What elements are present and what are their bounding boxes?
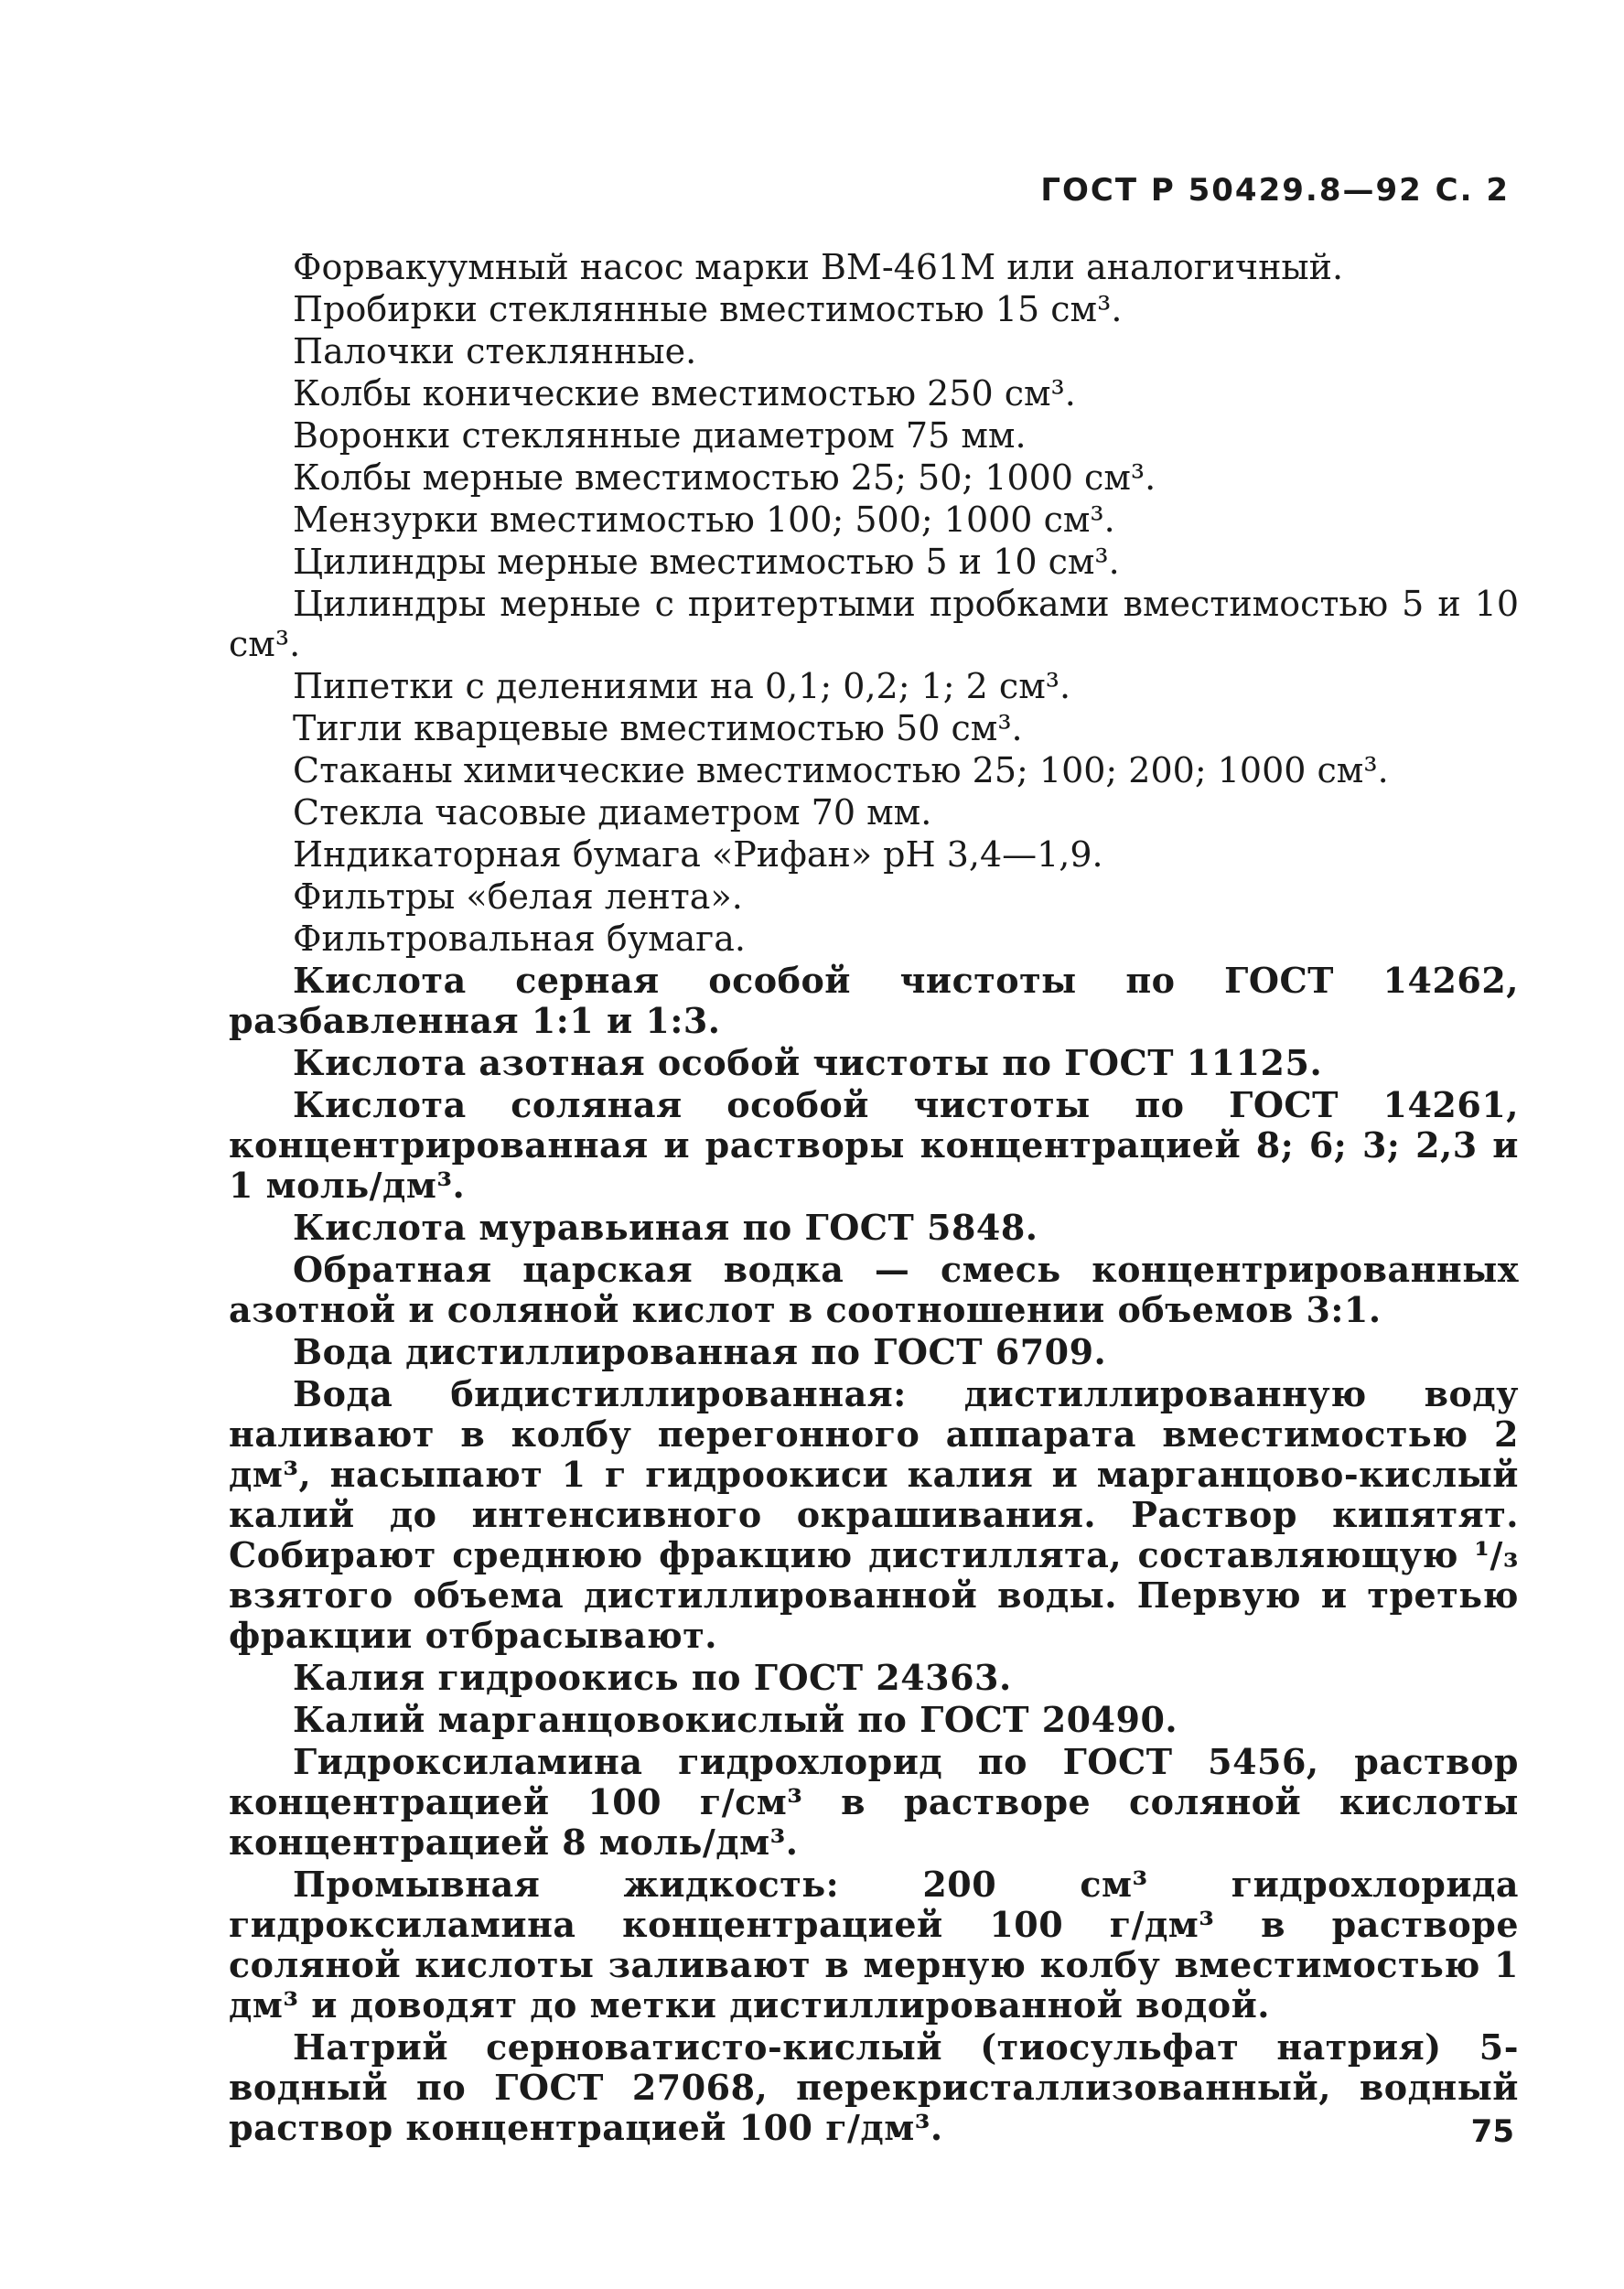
- list-item: Пробирки стеклянные вместимостью 15 см³.: [293, 289, 1123, 329]
- list-item: Стекла часовые диаметром 70 мм.: [293, 792, 932, 833]
- list-item: Промывная жидкость: 200 см³ гидрохлорида гидроксиламина концентрацией 100 г/дм³ в растворе соляной кислоты заливают в мерную колбу вместимостью 1 дм³ и доводят до метки дистиллированной водой.: [229, 1864, 1519, 2026]
- list-item: Тигли кварцевые вместимостью 50 см³.: [293, 708, 1023, 748]
- list-item: Колбы мерные вместимостью 25; 50; 1000 см³.: [293, 457, 1156, 498]
- list-item: Мензурки вместимостью 100; 500; 1000 см³.: [293, 500, 1115, 540]
- list-item: Калий марганцовокислый по ГОСТ 20490.: [293, 1699, 1178, 1740]
- list-item: Колбы конические вместимостью 250 см³.: [293, 373, 1076, 414]
- list-item: Воронки стеклянные диаметром 75 мм.: [293, 415, 1027, 456]
- page-number: 75: [1470, 2113, 1514, 2150]
- page-header: ГОСТ Р 50429.8—92 С. 2: [1040, 172, 1510, 209]
- list-item: Вода дистиллированная по ГОСТ 6709.: [293, 1331, 1107, 1372]
- list-item: Кислота серная особой чистоты по ГОСТ 14262, разбавленная 1:1 и 1:3.: [229, 960, 1519, 1041]
- list-item: Фильтры «белая лента».: [293, 876, 743, 917]
- list-item: Форвакуумный насос марки ВМ-461М или аналогичный.: [293, 247, 1344, 287]
- list-item: Стаканы химические вместимостью 25; 100; 200; 1000 см³.: [293, 750, 1389, 790]
- list-item: Кислота азотная особой чистоты по ГОСТ 11125.: [293, 1042, 1323, 1083]
- list-item: Калия гидроокись по ГОСТ 24363.: [293, 1657, 1012, 1698]
- document-body: [229, 247, 1519, 2150]
- list-item: Цилиндры мерные вместимостью 5 и 10 см³.: [293, 542, 1120, 582]
- list-item: Натрий серноватисто-кислый (тиосульфат натрия) 5-водный по ГОСТ 27068, перекристаллизованный, водный раствор концентрацией 100 г/дм³.: [229, 2026, 1519, 2148]
- list-item: Гидроксиламина гидрохлорид по ГОСТ 5456, раствор концентрацией 100 г/см³ в растворе соляной кислоты концентрацией 8 моль/дм³.: [229, 1741, 1519, 1863]
- list-item: Кислота муравьиная по ГОСТ 5848.: [293, 1207, 1038, 1248]
- list-item: Палочки стеклянные.: [293, 331, 697, 371]
- list-item: Обратная царская водка — смесь концентрированных азотной и соляной кислот в соотношении объемов 3:1.: [229, 1249, 1519, 1330]
- list-item: Фильтровальная бумага.: [293, 919, 746, 959]
- list-item: Вода бидистиллированная: дистиллированную воду наливают в колбу перегонного аппарата вместимостью 2 дм³, насыпают 1 г гидроокиси калия и марганцово-кислый калий до интенсивного окрашивания. Раствор кипятят. Собирают среднюю фракцию дистиллята, составляющую ¹/₃ взятого объема дистиллированной воды. Первую и третью фракции отбрасывают.: [229, 1373, 1519, 1656]
- list-item: Кислота соляная особой чистоты по ГОСТ 14261, концентрированная и растворы концентрацией 8; 6; 3; 2,3 и 1 моль/дм³.: [229, 1084, 1519, 1206]
- list-item: Индикаторная бумага «Рифан» рН 3,4—1,9.: [293, 834, 1103, 875]
- list-item: Цилиндры мерные с притертыми пробками вместимостью 5 и 10 см³.: [229, 584, 1519, 664]
- list-item: Пипетки с делениями на 0,1; 0,2; 1; 2 см³.: [293, 666, 1071, 706]
